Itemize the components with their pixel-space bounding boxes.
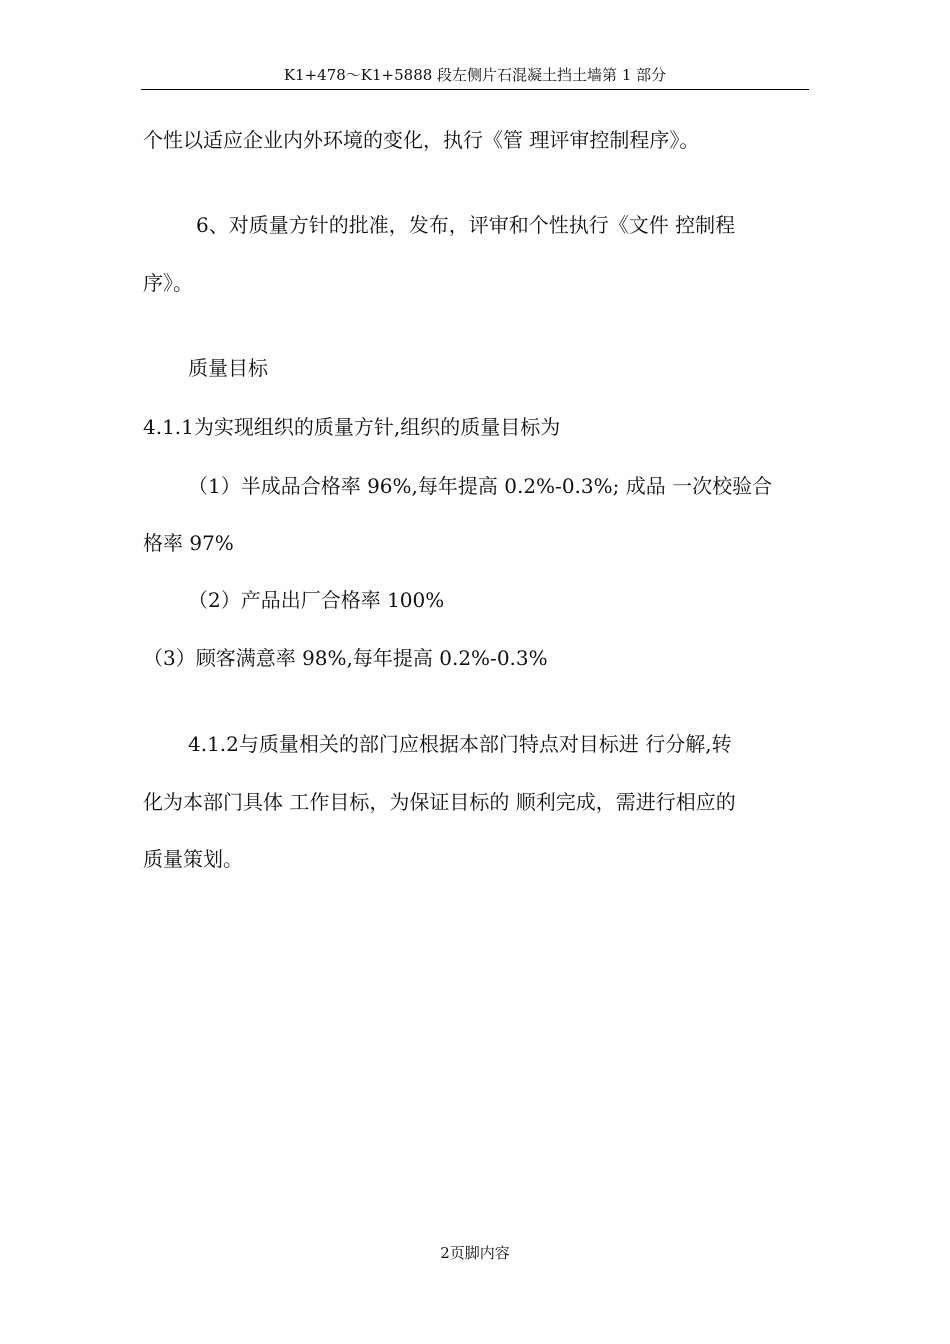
paragraph-line: 4.1.1为实现组织的质量方针,组织的质量目标为 — [143, 415, 561, 439]
paragraph-line: 个性以适应企业内外环境的变化，执行《管 理评审控制程序》。 — [143, 128, 700, 152]
paragraph-line: 化为本部门具体 工作目标，为保证目标的 顺利完成，需进行相应的 — [143, 790, 736, 814]
list-item: （2）产品出厂合格率 100% — [188, 588, 445, 612]
paragraph-line: 4.1.2与质量相关的部门应根据本部门特点对目标进 行分解,转 — [188, 732, 732, 756]
list-item: （1）半成品合格率 96%,每年提高 0.2%-0.3%; 成品 一次校验合 — [188, 474, 773, 498]
section-heading: 质量目标 — [188, 356, 268, 380]
list-item: （3）顾客满意率 98%,每年提高 0.2%-0.3% — [143, 646, 548, 670]
page-footer: 2页脚内容 — [440, 1244, 510, 1262]
paragraph-line: 质量策划。 — [143, 847, 243, 871]
paragraph-line: 序》。 — [143, 271, 193, 295]
header-divider — [141, 89, 809, 90]
page-header-title: K1+478～K1+5888 段左侧片石混凝土挡土墙第 1 部分 — [283, 66, 667, 84]
paragraph-line: 格率 97% — [143, 531, 234, 555]
paragraph-line: 6、对质量方针的批准，发布，评审和个性执行《文件 控制程 — [196, 213, 736, 237]
